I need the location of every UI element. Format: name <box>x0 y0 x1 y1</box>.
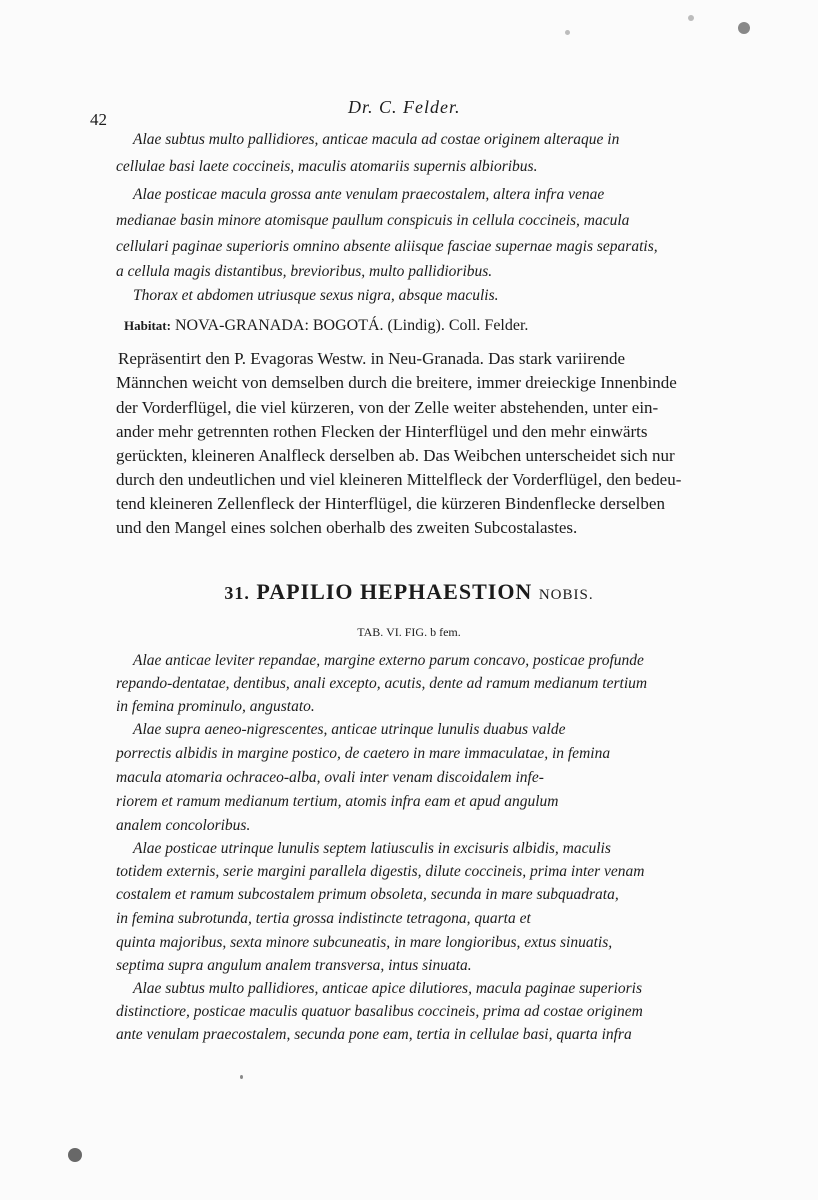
latin-line: Alae posticae utrinque lunulis septem latiusculis in excisuris albidis, maculis <box>133 840 611 857</box>
latin-line: repando-dentatae, dentibus, anali excepto, acutis, dente ad ramum medianum tertium <box>116 675 648 692</box>
german-line: durch den undeutlichen und viel kleineren Mittelfleck der Vorderflügel, den bedeu- <box>116 470 682 489</box>
species-author: NOBIS. <box>538 587 594 603</box>
latin-line: in femina prominulo, angustato. <box>116 698 315 715</box>
latin-line: in femina subrotunda, tertia grossa indistincte tetragona, quarta et <box>116 910 531 927</box>
running-head: Dr. C. Felder. <box>348 97 461 117</box>
german-line: Männchen weicht von demselben durch die breitere, immer dreieckige Innenbinde <box>116 373 677 392</box>
german-line: und den Mangel eines solchen oberhalb des zweiten Subcostalastes. <box>116 518 578 537</box>
latin-line: cellulae basi laete coccineis, maculis atomariis supernis albioribus. <box>116 158 538 175</box>
latin-line: Alae subtus multo pallidiores, anticae apice dilutiores, macula paginae superioris <box>133 980 643 997</box>
latin-line: costalem et ramum subcostalem primum obsoleta, secunda in mare subquadrata, <box>116 886 619 903</box>
german-line: gerückten, kleineren Analfleck derselben ab. Das Weibchen unterscheidet sich nur <box>116 446 675 465</box>
habitat-text: NOVA-GRANADA: BOGOTÁ. (Lindig). Coll. Felder. <box>174 317 529 334</box>
latin-line: ante venulam praecostalem, secunda pone eam, tertia in cellulae basi, quarta infra <box>116 1026 632 1043</box>
scan-speck <box>565 30 570 35</box>
latin-line: septima supra angulum analem transversa, intus sinuata. <box>116 957 472 974</box>
latin-line: quinta majoribus, sexta minore subcuneatis, in mare longioribus, extus sinuatis, <box>116 934 613 951</box>
habitat-line <box>124 317 744 335</box>
scan-speck <box>688 15 694 21</box>
latin-line: a cellula magis distantibus, brevioribus, multo pallidioribus. <box>116 263 493 280</box>
species-name: PAPILIO HEPHAESTION <box>256 579 533 604</box>
latin-line: Alae supra aeneo-nigrescentes, anticae utrinque lunulis duabus valde <box>133 721 566 738</box>
latin-line: medianae basin minore atomisque paullum conspicuis in cellula coccineis, macula <box>116 212 630 229</box>
scan-speck <box>738 22 750 34</box>
latin-line: Thorax et abdomen utriusque sexus nigra, absque maculis. <box>133 287 499 304</box>
german-line: tend kleineren Zellenfleck der Hinterflügel, die kürzeren Bindenflecke derselben <box>116 494 665 513</box>
german-line: ander mehr getrennten rothen Flecken der Hinterflügel und den mehr einwärts <box>116 422 648 441</box>
habitat-label: Habitat: <box>124 318 171 333</box>
page-number: 42 <box>90 110 107 129</box>
german-line: Repräsentirt den P. Evagoras Westw. in Neu-Granada. Das stark variirende <box>118 349 626 368</box>
german-line: der Vorderflügel, die viel kürzeren, von der Zelle weiter abstehenden, unter ein- <box>116 398 659 417</box>
latin-line: macula atomaria ochraceo-alba, ovali inter venam discoidalem infe- <box>116 769 544 786</box>
scan-speck <box>68 1148 82 1162</box>
latin-line: Alae posticae macula grossa ante venulam praecostalem, altera infra venae <box>133 186 605 203</box>
latin-line: analem concoloribus. <box>116 817 251 834</box>
latin-line: distinctiore, posticae maculis quatuor basalibus coccineis, prima ad costae originem <box>116 1003 643 1020</box>
species-number: 31. <box>224 583 250 603</box>
latin-line: cellulari paginae superioris omnino absente aliisque fasciae supernae magis separatis, <box>116 238 658 255</box>
latin-line: Alae anticae leviter repandae, margine externo parum concavo, posticae profunde <box>133 652 644 669</box>
species-heading <box>0 579 818 605</box>
plate-reference: TAB. VI. FIG. b fem. <box>357 625 461 639</box>
latin-line: Alae subtus multo pallidiores, anticae macula ad costae originem alteraque in <box>133 131 620 148</box>
latin-line: riorem et ramum medianum tertium, atomis infra eam et apud angulum <box>116 793 559 810</box>
latin-line: totidem externis, serie margini parallela digestis, dilute coccineis, prima inter venam <box>116 863 645 880</box>
scan-speck <box>240 1075 243 1079</box>
latin-line: porrectis albidis in margine postico, de caetero in mare immaculatae, in femina <box>116 745 611 762</box>
